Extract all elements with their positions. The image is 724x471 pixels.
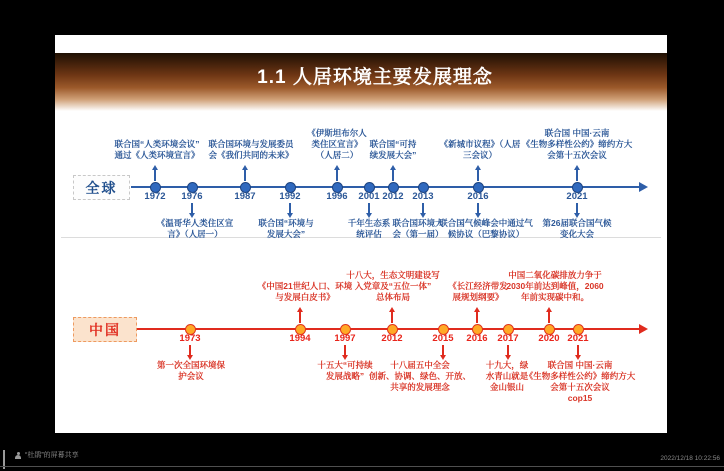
timeline-year-label: 2001 (358, 191, 380, 202)
annotation-arrow-down (286, 203, 295, 218)
timeline-year-label: 2012 (382, 191, 404, 202)
annotation-arrow-down (504, 345, 513, 360)
annotation-arrow-down (573, 203, 582, 218)
timeline-year-label: 2020 (538, 333, 560, 344)
annotation-arrow-up (545, 307, 554, 323)
annotation-arrow-up (296, 307, 305, 323)
timeline-year-label: 2015 (432, 333, 454, 344)
annotation-arrow-down (186, 345, 195, 360)
event-annotation-below: 联合国气候峰会中通过气 候协议（巴黎协议） (439, 218, 533, 239)
event-annotation-above: 联合国“人类环境会议” 通过《人类环境宣言》 (114, 139, 200, 160)
timeline-year-label: 2017 (497, 333, 519, 344)
event-annotation-below: 十五大“可持续 发展战略” (317, 360, 373, 381)
annotation-arrow-up (151, 165, 160, 181)
timeline-axis-arrowhead (639, 182, 648, 192)
title-banner (55, 53, 667, 111)
timeline-axis-arrowhead (639, 324, 648, 334)
timeline-year-label: 1994 (289, 333, 311, 344)
annotation-arrow-down (439, 345, 448, 360)
timeline-axis-global (131, 186, 639, 188)
event-annotation-above: 十八大，生态文明建设写 入党章及“五位一体” 总体布局 (346, 270, 440, 302)
event-annotation-above: 中国二氧化碳排放力争于 2030年前达到峰值，2060 年前实现碳中和。 (506, 270, 604, 302)
annotation-arrow-up (474, 165, 483, 181)
annotation-arrow-up (388, 307, 397, 323)
screen-share-indicator (3, 450, 79, 460)
event-annotation-below: 十九大，绿 水青山就是 金山银山 (485, 360, 529, 392)
event-annotation-below: 千年生态系 统评估 (347, 218, 391, 239)
event-annotation-below: 联合国“环境与 发展大会” (258, 218, 314, 239)
timeline-label-china: 中国 (73, 317, 137, 342)
annotation-arrow-down (474, 203, 483, 218)
timeline-label-global: 全球 (73, 175, 130, 200)
event-annotation-below: 十八届五中全会 创新、协调、绿色、开放、 共享的发展理念 (368, 360, 472, 392)
event-annotation-above: 联合国环境与发展委员 会《我们共同的未来》 (208, 139, 294, 160)
timeline-year-label: 1973 (179, 333, 201, 344)
event-annotation-below: 联合国环境大 会（第一届） (392, 218, 444, 239)
timeline-year-label: 2013 (412, 191, 434, 202)
annotation-arrow-down (341, 345, 350, 360)
timeline-year-label: 1992 (279, 191, 301, 202)
timeline-year-label: 2012 (381, 333, 403, 344)
screen-share-label: “杜鹃”的屏幕共享 (25, 452, 79, 459)
event-annotation-above: 《长江经济带发 展规划纲要》 (448, 281, 508, 302)
annotation-arrow-down (574, 345, 583, 360)
timeline-year-label: 1987 (234, 191, 256, 202)
annotation-arrow-down (188, 203, 197, 218)
event-annotation-above: 《新城市议程》（人居 三会议） (439, 139, 521, 160)
taskbar-divider (0, 466, 724, 467)
timeline-year-label: 2021 (566, 191, 588, 202)
event-annotation-above: 《中国21世纪人口、环境 与发展白皮书》 (257, 281, 353, 302)
annotation-arrow-up (573, 165, 582, 181)
timeline-year-label: 1996 (326, 191, 348, 202)
event-annotation-below: 第一次全国环境保 护会议 (156, 360, 226, 381)
timeline-year-label: 1972 (144, 191, 166, 202)
annotation-arrow-up (473, 307, 482, 323)
annotation-arrow-down (419, 203, 428, 218)
event-annotation-above: 《伊斯坦布尔人 类住区宣言》 （人居二） (307, 128, 367, 160)
annotation-arrow-up (333, 165, 342, 181)
recording-timestamp: 2022/12/18 10:22:56 (660, 455, 720, 462)
annotation-arrow-down (365, 203, 374, 218)
presentation-slide (55, 35, 667, 433)
timeline-year-label: 2016 (466, 333, 488, 344)
timeline-year-label: 1997 (334, 333, 356, 344)
screen-share-icon (3, 451, 11, 459)
timeline-year-label: 2016 (467, 191, 489, 202)
event-annotation-above: 联合国 中国·云南 《生物多样性公约》缔约方大 会第十五次会议 (521, 128, 633, 160)
event-annotation-below: 第26届联合国气候 变化大会 (542, 218, 612, 239)
event-annotation-below: 联合国 中国·云南 《生物多样性公约》缔约方大 会第十五次会议 cop15 (524, 360, 636, 403)
annotation-arrow-up (389, 165, 398, 181)
timeline-year-label: 2021 (567, 333, 589, 344)
annotation-arrow-up (241, 165, 250, 181)
presenter-icon (14, 451, 22, 459)
slide-title: 1.1 人居环境主要发展理念 (257, 67, 493, 88)
event-annotation-below: 《温哥华人类住区宣 言》（人居一） (156, 218, 234, 239)
event-annotation-above: 联合国“可持 续发展大会” (369, 139, 417, 160)
timeline-year-label: 1976 (181, 191, 203, 202)
